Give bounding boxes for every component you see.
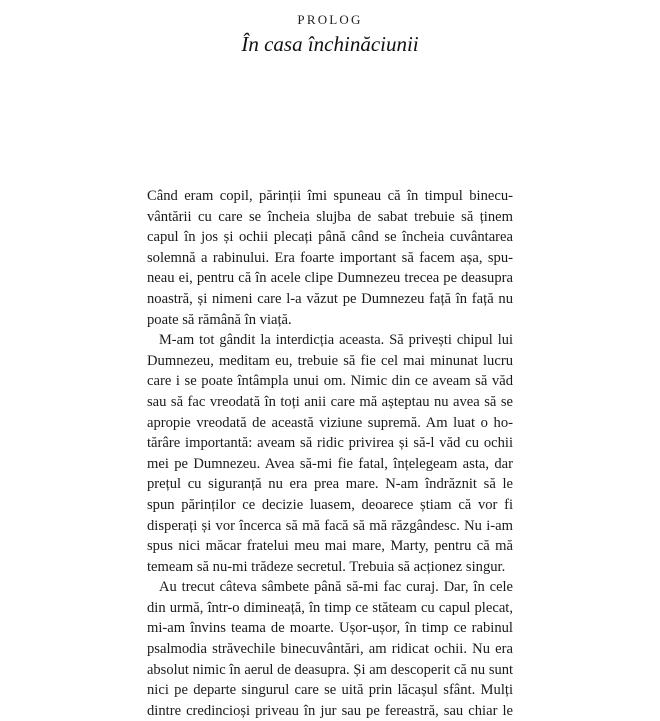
text-line: neau ei, pentru că în acele clipe Dumnezeu trecea pe deasupra bbox=[147, 270, 513, 287]
text-line: nici pe departe singurul care se uită prin lăcașul sfânt. Mulți bbox=[147, 682, 513, 699]
text-line: prețul cu siguranță nu era prea mare. N-am îndrăznit să le bbox=[147, 476, 513, 493]
text-line: disperați și vor încerca să mă facă să mă răzgândesc. Nu i-am bbox=[147, 517, 513, 534]
text-line: psalmodia străvechile binecuvântări, am ridicat ochii. Nu era bbox=[147, 641, 513, 658]
text-line: dintre credincioși priveau în jur sau pe fereastră, sau chiar le bbox=[147, 702, 513, 719]
text-line: spun părinților ce decizie luasem, deoarece știam că vor fi bbox=[147, 496, 513, 513]
text-line: capul în jos și ochii plecați până când se încheia cuvântarea bbox=[147, 229, 513, 246]
text-line: mi-am învins teama de moarte. Ușor-ușor, în timp ce rabinul bbox=[147, 620, 513, 637]
body-text bbox=[147, 186, 513, 721]
text-line: vântării cu care se încheia slujba de sabat trebuie să ținem bbox=[147, 208, 513, 225]
text-line: Când eram copil, părinții îmi spuneau că în timpul binecu- bbox=[147, 188, 513, 204]
text-line: spus nici măcar fratelui meu mai mare, Marty, pentru că mă bbox=[147, 538, 513, 555]
text-line: poate să rămână în viață. bbox=[147, 311, 292, 328]
text-line: solemnă a rabinului. Era foarte important să facem așa, spu- bbox=[147, 249, 513, 266]
text-line: Dumnezeu, meditam eu, trebuie să fie cel mai minunat lucru bbox=[147, 352, 513, 369]
chapter-title: În casa închinăciunii bbox=[241, 32, 419, 56]
text-line: M-am tot gândit la interdicția aceasta. Să privești chipul lui bbox=[159, 332, 513, 349]
text-line: Au trecut câteva sâmbete până să-mi fac curaj. Dar, în cele bbox=[159, 579, 513, 596]
text-line: temeam să nu-mi trădeze secretul. Trebuia să acționez singur. bbox=[147, 558, 506, 575]
text-line: noastră, și nimeni care l-a văzut pe Dumnezeu față în față nu bbox=[147, 290, 513, 307]
text-line: care i se poate întâmpla unui om. Nimic din ce aveam să văd bbox=[147, 373, 513, 390]
text-line: apropie vreodată de această viziune supremă. Am luat o ho- bbox=[147, 414, 513, 431]
text-line: mei pe Dumnezeu. Avea să-mi fie fatal, înțelegeam asta, dar bbox=[147, 455, 513, 472]
text-line: tărâre importantă: aveam să ridic privirea și să-l văd cu ochii bbox=[147, 435, 513, 452]
chapter-label: PROLOG bbox=[297, 12, 363, 27]
text-line: din urmă, într-o dimineață, în timp ce stăteam cu capul plecat, bbox=[147, 599, 513, 616]
text-line: absolut nimic în aerul de deasupra. Și am descoperit că nu sunt bbox=[147, 661, 513, 678]
text-line: sau să fac vreodată în toți anii care mă așteptau nu avea să se bbox=[147, 393, 513, 410]
